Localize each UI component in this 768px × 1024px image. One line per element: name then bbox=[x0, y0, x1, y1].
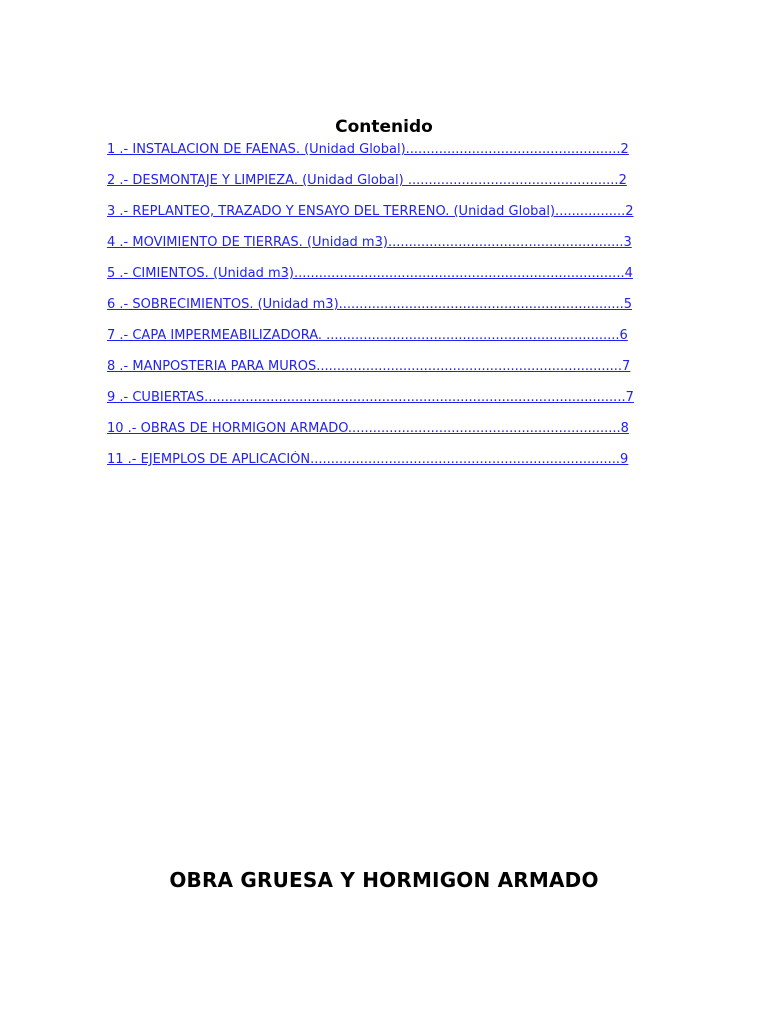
toc-entry-5[interactable]: 5 .- CIMIENTOS. (Unidad m3)................................................................................4 bbox=[107, 266, 633, 281]
toc-heading: Contenido bbox=[335, 117, 433, 137]
toc-entry-8[interactable]: 8 .- MANPOSTERIA PARA MUROS..........................................................................7 bbox=[107, 359, 631, 374]
toc-entry-1[interactable]: 1 .- INSTALACION DE FAENAS. (Unidad Global)....................................................2 bbox=[107, 142, 629, 157]
toc-entry-10[interactable]: 10 .- OBRAS DE HORMIGON ARMADO..................................................................8 bbox=[107, 421, 629, 436]
toc-entry-11[interactable]: 11 .- EJEMPLOS DE APLICACIÓN...........................................................................9 bbox=[107, 452, 629, 467]
table-of-contents bbox=[107, 141, 662, 482]
toc-entry-3[interactable]: 3 .- REPLANTEO, TRAZADO Y ENSAYO DEL TERRENO. (Unidad Global).................2 bbox=[107, 204, 634, 219]
toc-entry-9[interactable]: 9 .- CUBIERTAS......................................................................................................7 bbox=[107, 390, 634, 405]
toc-entry-4[interactable]: 4 .- MOVIMIENTO DE TIERRAS. (Unidad m3).........................................................3 bbox=[107, 235, 632, 250]
toc-entry-2[interactable]: 2 .- DESMONTAJE Y LIMPIEZA. (Unidad Global) ...................................................2 bbox=[107, 173, 627, 188]
toc-entry-6[interactable]: 6 .- SOBRECIMIENTOS. (Unidad m3).....................................................................5 bbox=[107, 297, 633, 312]
document-title: OBRA GRUESA Y HORMIGON ARMADO bbox=[169, 868, 599, 892]
toc-entry-7[interactable]: 7 .- CAPA IMPERMEABILIZADORA. .......................................................................6 bbox=[107, 328, 628, 343]
